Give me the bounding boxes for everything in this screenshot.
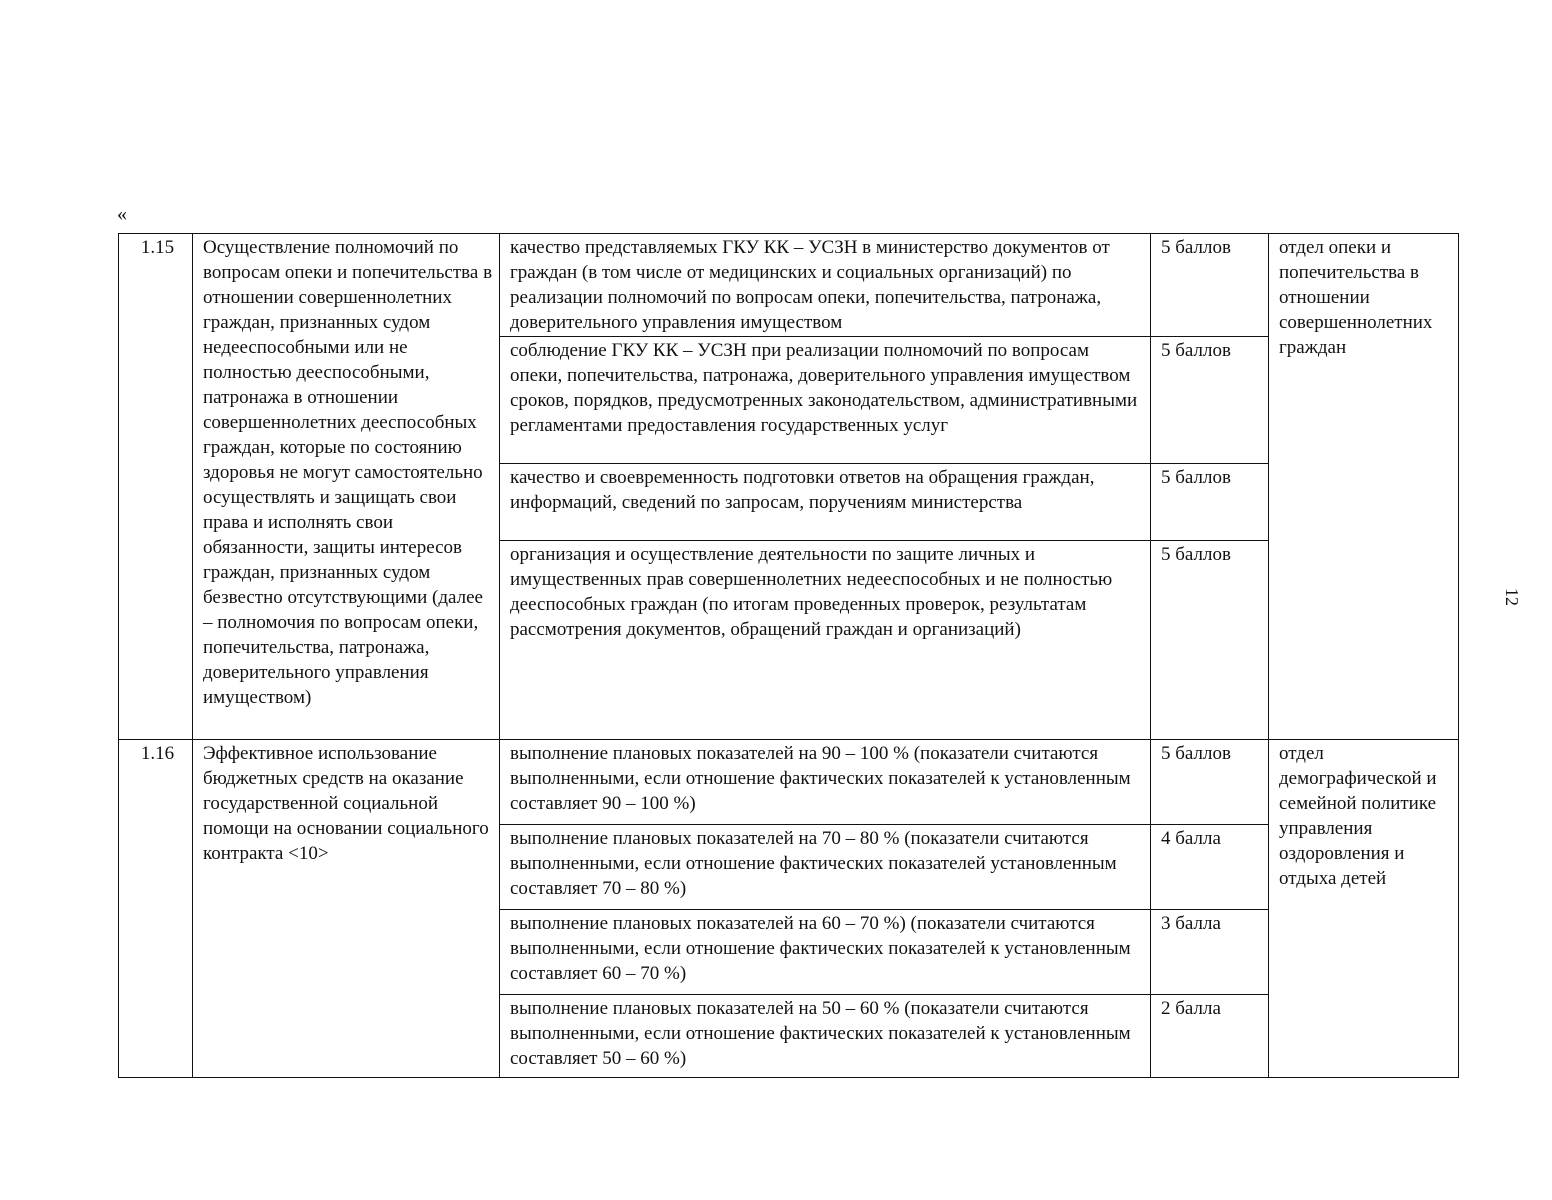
- opening-quote-mark: «: [117, 203, 127, 225]
- criterion-text: качество и своевременность подготовки ответов на обращения граждан, информаций, сведений по запросам, поручениям министерства: [500, 464, 1151, 541]
- criteria-table: [118, 233, 1459, 1078]
- criterion-text: выполнение плановых показателей на 50 – 60 % (показатели считаются выполненными, если отношение фактических показателей к установленным составляет 50 – 60 %): [500, 995, 1151, 1078]
- criterion-text: выполнение плановых показателей на 90 – 100 % (показатели считаются выполненными, если отношение фактических показателей к установленным составляет 90 – 100 %): [500, 740, 1151, 825]
- section-name: Осуществление полномочий по вопросам опеки и попечительства в отношении совершеннолетних граждан, признанных судом недееспособными или не полностью дееспособными, патронажа в отношении совершеннолетних дееспособных граждан, которые по состоянию здоровья не могут самостоятельно осуществлять и защищать свои права и исполнять свои обязанности, защиты интересов граждан, признанных судом безвестно отсутствующими (далее – полномочия по вопросам опеки, попечительства, патронажа, доверительного управления имуществом): [193, 234, 500, 740]
- criterion-score: 5 баллов: [1151, 464, 1269, 541]
- table-row: [119, 234, 1459, 337]
- responsible-department: отдел демографической и семейной политике управления оздоровления и отдыха детей: [1269, 740, 1459, 1078]
- criterion-text: соблюдение ГКУ КК – УСЗН при реализации полномочий по вопросам опеки, попечительства, патронажа, доверительного управления имуществом сроков, порядков, предусмотренных законодательством, административными регламентами предоставления государственных услуг: [500, 337, 1151, 464]
- criterion-score: 5 баллов: [1151, 337, 1269, 464]
- section-name: Эффективное использование бюджетных средств на оказание государственной социальной помощи на основании социального контракта <10>: [193, 740, 500, 1078]
- criterion-score: 2 балла: [1151, 995, 1269, 1078]
- criterion-text: организация и осуществление деятельности по защите личных и имущественных прав совершеннолетних недееспособных и не полностью дееспособных граждан (по итогам проведенных проверок, результатам рассмотрения документов, обращений граждан и организаций): [500, 541, 1151, 740]
- page-number: 12: [1502, 588, 1522, 606]
- criterion-score: 5 баллов: [1151, 740, 1269, 825]
- table-row: [119, 740, 1459, 825]
- criterion-text: качество представляемых ГКУ КК – УСЗН в министерство документов от граждан (в том числе от медицинских и социальных организаций) по реализации полномочий по вопросам опеки, попечительства, патронажа, доверительного управления имуществом: [500, 234, 1151, 337]
- criterion-score: 4 балла: [1151, 825, 1269, 910]
- responsible-department: отдел опеки и попечительства в отношении совершеннолетних граждан: [1269, 234, 1459, 740]
- criterion-score: 5 баллов: [1151, 234, 1269, 337]
- criterion-text: выполнение плановых показателей на 60 – 70 %) (показатели считаются выполненными, если отношение фактических показателей к установленным составляет 60 – 70 %): [500, 910, 1151, 995]
- criterion-text: выполнение плановых показателей на 70 – 80 % (показатели считаются выполненными, если отношение фактических показателей установленным составляет 70 – 80 %): [500, 825, 1151, 910]
- criterion-score: 5 баллов: [1151, 541, 1269, 740]
- section-number: 1.15: [119, 234, 193, 740]
- section-number: 1.16: [119, 740, 193, 1078]
- criterion-score: 3 балла: [1151, 910, 1269, 995]
